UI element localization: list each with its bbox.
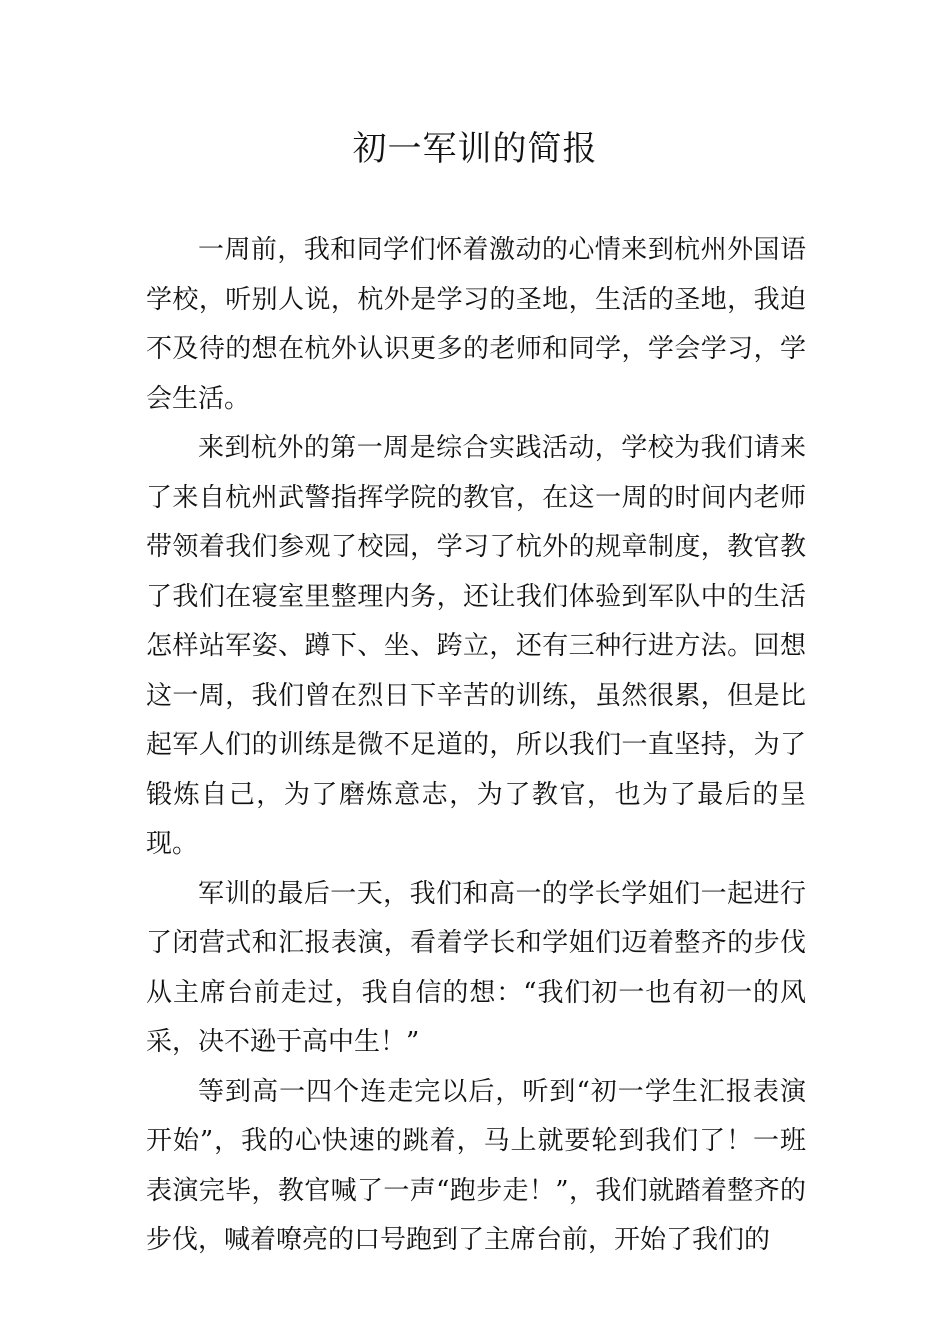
document-title: 初一军训的简报 [352, 129, 598, 169]
paragraph-3: 军训的最后一天，我们和高一的学长学姐们一起进行了闭营式和汇报表演，看着学长和学姐们迈着整齐的步伐从主席台前走过，我自信的想：“我们初一也有初一的风采，决不逊于高中生！” [146, 878, 806, 1057]
document-body [146, 226, 806, 1266]
paragraph-4: 等到高一四个连走完以后，听到“初一学生汇报表演开始”，我的心快速的跳着，马上就要轮到我们了！一班表演完毕，教官喊了一声“跑步走！”，我们就踏着整齐的步伐，喊着嘹亮的口号跑到了主席台前，开始了我们的 [146, 1076, 806, 1255]
paragraph-2: 来到杭外的第一周是综合实践活动，学校为我们请来了来自杭州武警指挥学院的教官，在这一周的时间内老师带领着我们参观了校园，学习了杭外的规章制度，教官教了我们在寝室里整理内务，还让我们体验到军队中的生活怎样站军姿、蹲下、坐、跨立，还有三种行进方法。回想这一周，我们曾在烈日下辛苦的训练，虽然很累，但是比起军人们的训练是微不足道的，所以我们一直坚持，为了锻炼自己，为了磨炼意志，为了教官，也为了最后的呈现。 [146, 433, 806, 859]
paragraph-1: 一周前，我和同学们怀着激动的心情来到杭州外国语学校，听别人说，杭外是学习的圣地，生活的圣地，我迫不及待的想在杭外认识更多的老师和同学，学会学习，学会生活。 [146, 235, 806, 414]
